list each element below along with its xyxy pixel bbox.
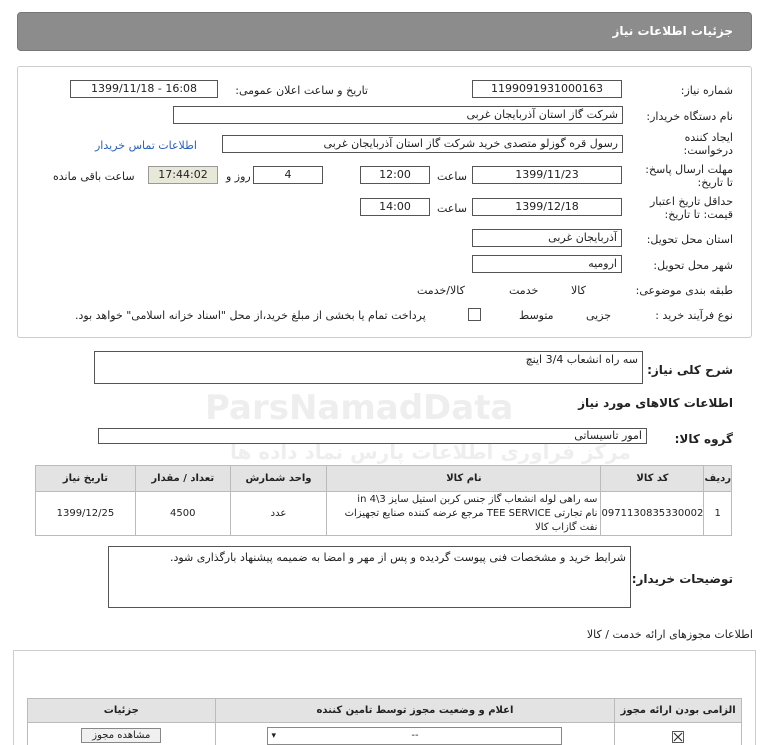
category-option-goods-service: کالا/خدمت bbox=[417, 284, 465, 297]
validity-time-label: ساعت bbox=[437, 202, 467, 215]
creator-field: رسول قره گوزلو متصدی خرید شرکت گاز استان آذربایجان غربی bbox=[222, 135, 623, 153]
row-index: 1 bbox=[704, 492, 732, 536]
view-license-button[interactable]: مشاهده مجوز bbox=[81, 728, 161, 743]
lic-status-cell bbox=[215, 723, 615, 745]
table-row bbox=[28, 723, 742, 745]
reply-time-label: ساعت bbox=[437, 170, 467, 183]
summary-label: شرح کلی نیاز: bbox=[647, 363, 733, 377]
need-number-label: شماره نیاز: bbox=[680, 84, 733, 97]
days-label: روز و bbox=[226, 170, 251, 183]
goods-table bbox=[35, 465, 732, 536]
goods-group-label: گروه کالا: bbox=[674, 432, 733, 446]
watermark-text: ParsNamadData bbox=[205, 388, 514, 428]
treasury-payment-note: پرداخت تمام یا بخشی از مبلغ خرید،از محل "اسناد خزانه اسلامی" خواهد بود. bbox=[75, 309, 426, 322]
lic-col-status: اعلام و وضعیت مجوز توسط تامین کننده bbox=[215, 699, 615, 723]
validity-date-field: 1399/12/18 bbox=[472, 198, 622, 216]
col-code: کد کالا bbox=[601, 466, 704, 492]
goods-table-wrap bbox=[35, 465, 732, 536]
x-icon bbox=[673, 732, 683, 742]
province-label: استان محل تحویل: bbox=[646, 233, 733, 246]
goods-group-field: امور تاسیساتی bbox=[98, 428, 647, 444]
remaining-label: ساعت باقی مانده bbox=[53, 170, 135, 183]
license-status-value: -- bbox=[411, 729, 419, 741]
validity-label: حداقل تاریخ اعتبار قیمت: تا تاریخ: bbox=[649, 195, 733, 221]
row-name-line3: نفت گازاب کالا bbox=[535, 521, 598, 533]
col-date: تاریخ نیاز bbox=[36, 466, 136, 492]
process-option-medium: متوسط bbox=[519, 309, 554, 322]
lic-col-required: الزامی بودن ارائه مجوز bbox=[615, 699, 742, 723]
reply-deadline-label: مهلت ارسال پاسخ: تا تاریخ: bbox=[645, 163, 733, 189]
creator-label: ایجاد کننده درخواست: bbox=[683, 131, 733, 157]
validity-time-field: 14:00 bbox=[360, 198, 430, 216]
buyer-org-label: نام دستگاه خریدار: bbox=[646, 110, 733, 123]
page-header bbox=[17, 12, 752, 51]
goods-section-title: اطلاعات کالاهای مورد نیاز bbox=[578, 396, 733, 410]
col-name: نام کالا bbox=[327, 466, 601, 492]
row-unit: عدد bbox=[230, 492, 327, 536]
summary-field: سه راه انشعاب 3/4 اینچ bbox=[94, 351, 643, 384]
row-code: 0971130835330002 bbox=[601, 492, 704, 536]
chevron-down-icon: ▾ bbox=[271, 730, 276, 741]
city-field: ارومیه bbox=[472, 255, 622, 273]
process-label: نوع فرآیند خرید : bbox=[655, 309, 733, 322]
col-unit: واحد شمارش bbox=[230, 466, 327, 492]
announce-field: 1399/11/18 - 16:08 bbox=[70, 80, 218, 98]
lic-details-cell bbox=[28, 723, 216, 745]
reply-time-field: 12:00 bbox=[360, 166, 430, 184]
category-option-service: خدمت bbox=[509, 284, 539, 297]
row-date: 1399/12/25 bbox=[36, 492, 136, 536]
category-label: طبقه بندی موضوعی: bbox=[635, 284, 733, 297]
buyer-notes-label: توضیحات خریدار: bbox=[631, 572, 733, 586]
lic-col-details: جزئیات bbox=[28, 699, 216, 723]
need-number-field: 1199091931000163 bbox=[472, 80, 622, 98]
col-index: ردیف bbox=[704, 466, 732, 492]
buyer-contact-link[interactable]: اطلاعات تماس خریدار bbox=[95, 139, 197, 152]
reply-date-field: 1399/11/23 bbox=[472, 166, 622, 184]
buyer-org-field: شرکت گاز استان آذربایجان غربی bbox=[173, 106, 623, 124]
licenses-table-wrap bbox=[27, 698, 742, 745]
buyer-notes-field: شرایط خرید و مشخصات فنی پیوست گردیده و پس از مهر و امضا به ضمیمه پیشنهاد بارگذاری شود. bbox=[108, 546, 631, 608]
license-status-select[interactable] bbox=[267, 727, 562, 745]
category-option-goods: کالا bbox=[571, 284, 586, 297]
licenses-table bbox=[27, 698, 742, 745]
required-checkbox[interactable] bbox=[672, 731, 684, 743]
watermark-tagline: مرکز فرآوری اطلاعات پارس نماد داده ها bbox=[230, 440, 631, 464]
treasury-payment-checkbox[interactable] bbox=[468, 308, 481, 321]
row-qty: 4500 bbox=[135, 492, 230, 536]
province-field: آذربایجان غربی bbox=[472, 229, 622, 247]
row-name-line1: سه راهی لوله انشعاب گاز جنس کربن استیل سایز 3\4 in bbox=[357, 493, 598, 505]
remaining-time-field: 17:44:02 bbox=[148, 166, 218, 184]
licenses-title: اطلاعات مجوزهای ارائه خدمت / کالا bbox=[586, 628, 753, 641]
row-name-line2: نام تجارتی TEE SERVICE مرجع عرضه کننده صنایع تجهیزات bbox=[344, 507, 598, 519]
announce-label: تاریخ و ساعت اعلان عمومی: bbox=[235, 84, 368, 97]
row-name bbox=[327, 492, 601, 536]
table-row bbox=[36, 492, 732, 536]
lic-required-cell bbox=[615, 723, 742, 745]
page-title: جزئیات اطلاعات نیاز bbox=[612, 24, 733, 38]
days-field: 4 bbox=[253, 166, 323, 184]
process-option-minor: جزیی bbox=[586, 309, 612, 322]
col-qty: تعداد / مقدار bbox=[135, 466, 230, 492]
city-label: شهر محل تحویل: bbox=[653, 259, 733, 272]
